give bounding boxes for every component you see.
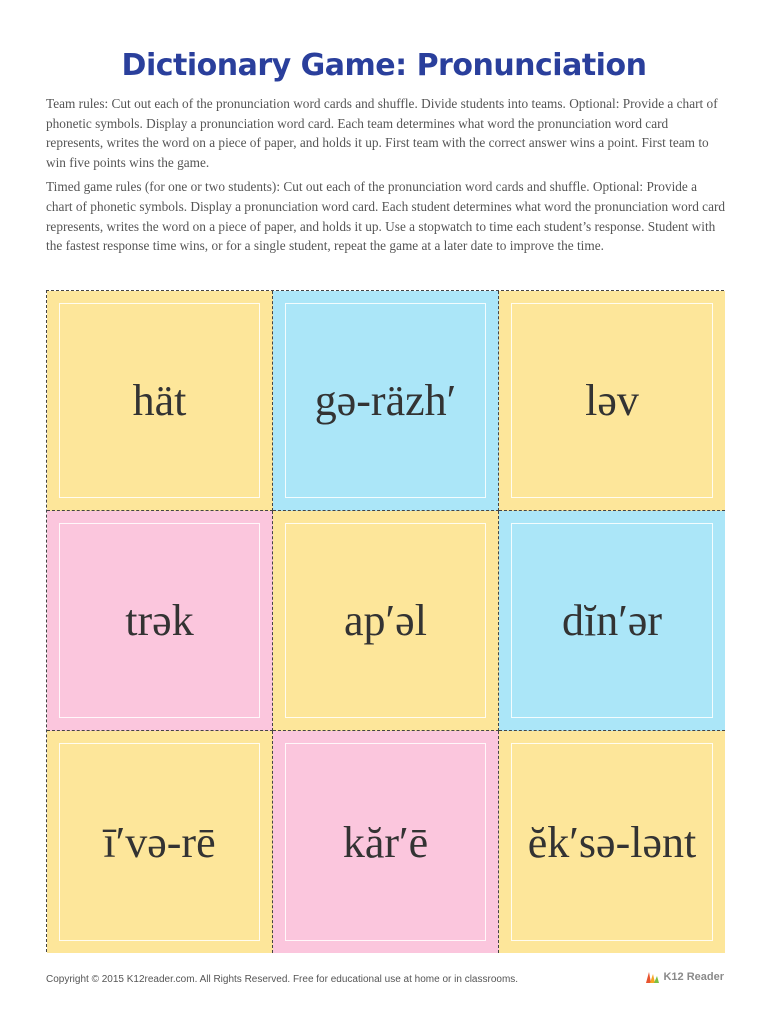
k12-reader-logo[interactable] bbox=[644, 970, 724, 984]
word-card bbox=[47, 511, 273, 731]
copyright-footer: Copyright © 2015 K12reader.com. All Rights Reserved. Free for educational use at home or in classrooms. bbox=[46, 974, 519, 985]
card-word: ləv bbox=[585, 376, 639, 425]
word-card bbox=[47, 731, 273, 953]
card-word: trək bbox=[125, 596, 194, 645]
card-word: ĕk′sə-lənt bbox=[527, 817, 697, 867]
word-card bbox=[273, 511, 499, 731]
card-word: ī′və-rē bbox=[103, 817, 216, 867]
card-word: dĭn′ər bbox=[561, 596, 663, 645]
word-card bbox=[47, 291, 273, 511]
timed-rules-text: Timed game rules (for one or two students): Cut out each of the pronunciation word cards and shuffle. Optional: Provide a chart of phonetic symbols. Display a pronunciation word card. Each student determines what word the pronunciation word card represents, writes the word on a piece of paper, and holds it up. Use a stopwatch to time each student’s response. Student with the fastest response time wins, or for a single student, repeat the game at a later date to improve the time. bbox=[46, 179, 726, 254]
page-title: Dictionary Game: Pronunciation bbox=[121, 48, 647, 83]
card-word: ap′əl bbox=[344, 596, 427, 645]
card-word: gə-räzh′ bbox=[314, 376, 457, 425]
card-word: kăr′ē bbox=[342, 817, 429, 867]
k12-reader-logo-text: K12 Reader bbox=[663, 971, 724, 983]
k12-reader-logo-icon bbox=[644, 970, 660, 984]
rules-section bbox=[46, 94, 726, 261]
team-rules-text: Team rules: Cut out each of the pronunciation word cards and shuffle. Divide students into teams. Optional: Provide a chart of phonetic symbols. Display a pronunciation word card. Each team determines what word the pronunciation word card represents, writes the word on a piece of paper, and holds it up. First team with the correct answer wins a point. First team to win five points wins the game. bbox=[46, 96, 718, 170]
word-card bbox=[273, 731, 499, 953]
word-card bbox=[499, 291, 725, 511]
card-grid bbox=[46, 290, 724, 952]
word-card bbox=[499, 511, 725, 731]
word-card bbox=[273, 291, 499, 511]
word-card bbox=[499, 731, 725, 953]
card-word: hät bbox=[132, 376, 187, 425]
